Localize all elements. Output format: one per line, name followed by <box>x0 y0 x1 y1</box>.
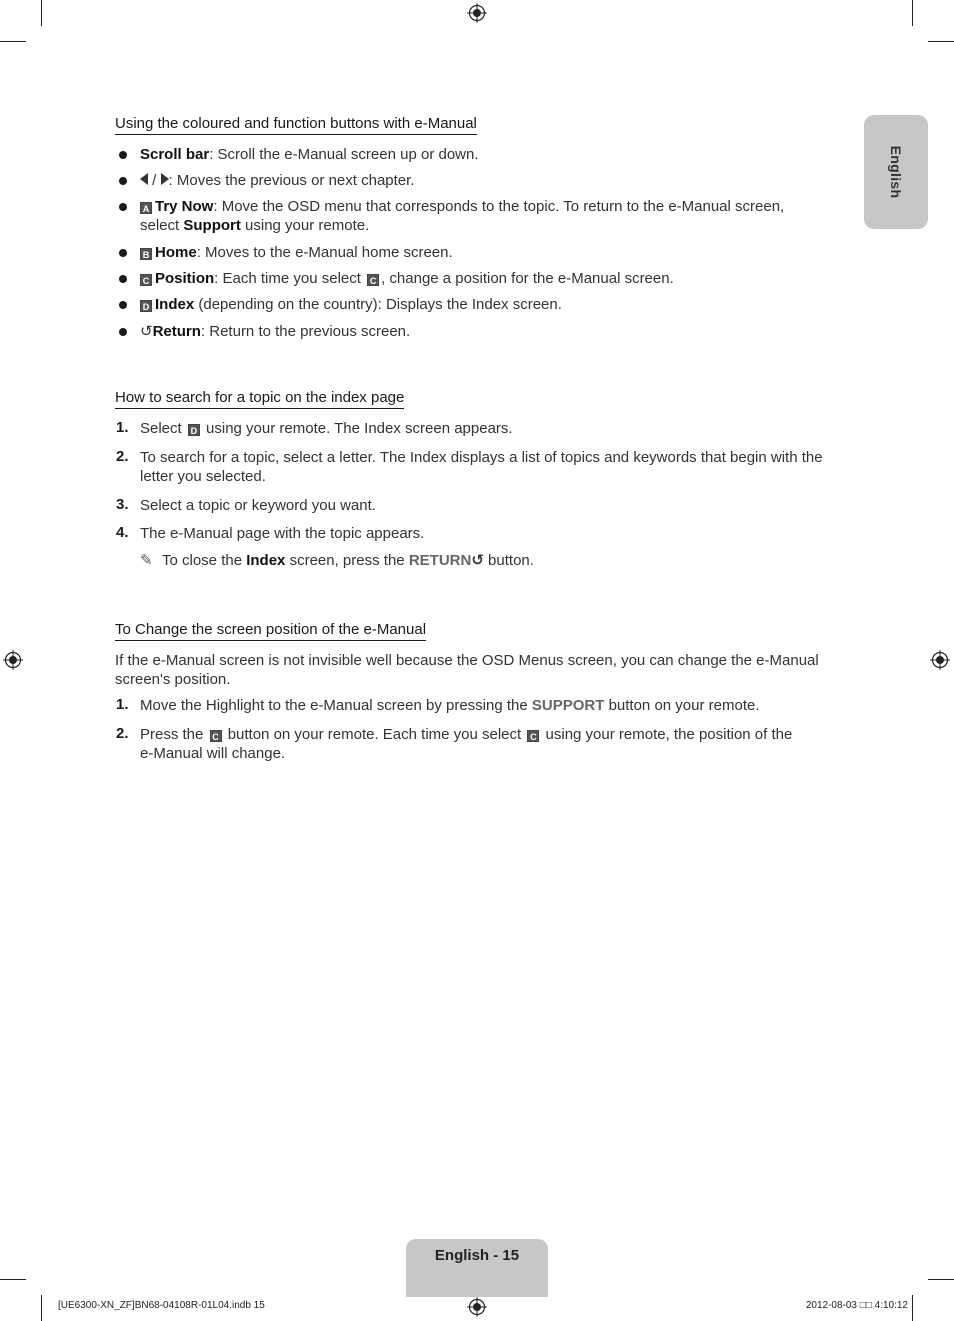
step-text: Select a topic or keyword you want. <box>140 497 376 514</box>
step-text: Move the Highlight to the e-Manual screen by pressing the SUPPORT button on your remote. <box>140 697 760 714</box>
list-item: ↺Return: Return to the previous screen. <box>140 323 411 340</box>
registration-mark-icon <box>467 1297 487 1317</box>
key-d-icon: D <box>140 300 152 312</box>
bullet <box>119 203 127 211</box>
step-text-continuation: letter you selected. <box>140 468 266 485</box>
return-icon: ↺ <box>471 552 484 569</box>
print-date: 2012-08-03 □□ 4:10:12 <box>805 1300 908 1311</box>
intro-paragraph-continuation: screen's position. <box>115 671 231 688</box>
language-side-tab <box>864 115 928 229</box>
bullet <box>119 151 127 159</box>
list-item: Scroll bar: Scroll the e-Manual screen up or down. <box>140 146 479 163</box>
step-text: Select D using your remote. The Index screen appears. <box>140 420 513 437</box>
bullet <box>119 249 127 257</box>
crop-mark <box>912 0 913 26</box>
crop-mark <box>41 0 42 26</box>
return-icon: ↺ <box>140 323 153 340</box>
step-number: 1. <box>116 419 129 436</box>
page-number-tab <box>406 1239 548 1297</box>
crop-mark <box>0 41 26 42</box>
step-number: 2. <box>116 725 129 742</box>
step-number: 2. <box>116 448 129 465</box>
step-number: 4. <box>116 524 129 541</box>
page-number-label: English - 15 <box>434 1247 520 1264</box>
list-item: D Index (depending on the country): Displays the Index screen. <box>140 295 840 314</box>
registration-mark-icon <box>930 650 950 670</box>
key-b-icon: B <box>140 248 152 260</box>
key-c-icon: C <box>367 274 379 286</box>
list-item: / : Moves the previous or next chapter. <box>140 171 840 190</box>
list-item: C Position: Each time you select C , change a position for the e-Manual screen. <box>140 269 840 288</box>
list-item: A Try Now: Move the OSD menu that corresponds to the topic. To return to the e-Manual screen, <box>140 197 840 216</box>
key-c-icon: C <box>140 274 152 286</box>
key-c-icon: C <box>527 730 539 742</box>
bullet <box>119 301 127 309</box>
crop-mark <box>912 1295 913 1321</box>
crop-mark <box>41 1295 42 1321</box>
step-number: 1. <box>116 696 129 713</box>
registration-mark-icon <box>467 3 487 23</box>
language-side-tab-label: English <box>888 145 904 199</box>
list-item-continuation: select Support using your remote. <box>140 217 370 234</box>
registration-mark-icon <box>3 650 23 670</box>
step-number: 3. <box>116 496 129 513</box>
note: ✎ To close the Index screen, press the RETURN↺ button. <box>140 552 534 569</box>
bullet <box>119 177 127 185</box>
arrow-right-icon <box>161 173 169 185</box>
file-info: [UE6300-XN_ZF]BN68-04108R-01L04.indb 15 <box>58 1300 265 1311</box>
step-text: To search for a topic, select a letter. The Index displays a list of topics and keywords that begin with the <box>140 449 823 466</box>
key-d-icon: D <box>188 424 200 436</box>
bullet <box>119 328 127 336</box>
bullet <box>119 275 127 283</box>
section-heading-screen-position: To Change the screen position of the e-Manual <box>115 621 426 641</box>
key-a-icon: A <box>140 202 152 214</box>
arrow-left-icon <box>140 173 148 185</box>
intro-paragraph: If the e-Manual screen is not invisible well because the OSD Menus screen, you can change the e-Manual <box>115 652 819 669</box>
step-text: Press the C button on your remote. Each time you select C using your remote, the position of the <box>140 726 793 743</box>
step-text-continuation: e-Manual will change. <box>140 745 286 762</box>
crop-mark <box>928 1279 954 1280</box>
section-heading-index-search: How to search for a topic on the index page <box>115 389 404 409</box>
pencil-note-icon: ✎ <box>140 552 153 569</box>
section-heading-coloured-buttons: Using the coloured and function buttons with e-Manual <box>115 115 477 135</box>
crop-mark <box>0 1279 26 1280</box>
crop-mark <box>928 41 954 42</box>
step-text: The e-Manual page with the topic appears. <box>140 525 425 542</box>
key-c-icon: C <box>210 730 222 742</box>
list-item: B Home: Moves to the e-Manual home screen. <box>140 243 840 262</box>
